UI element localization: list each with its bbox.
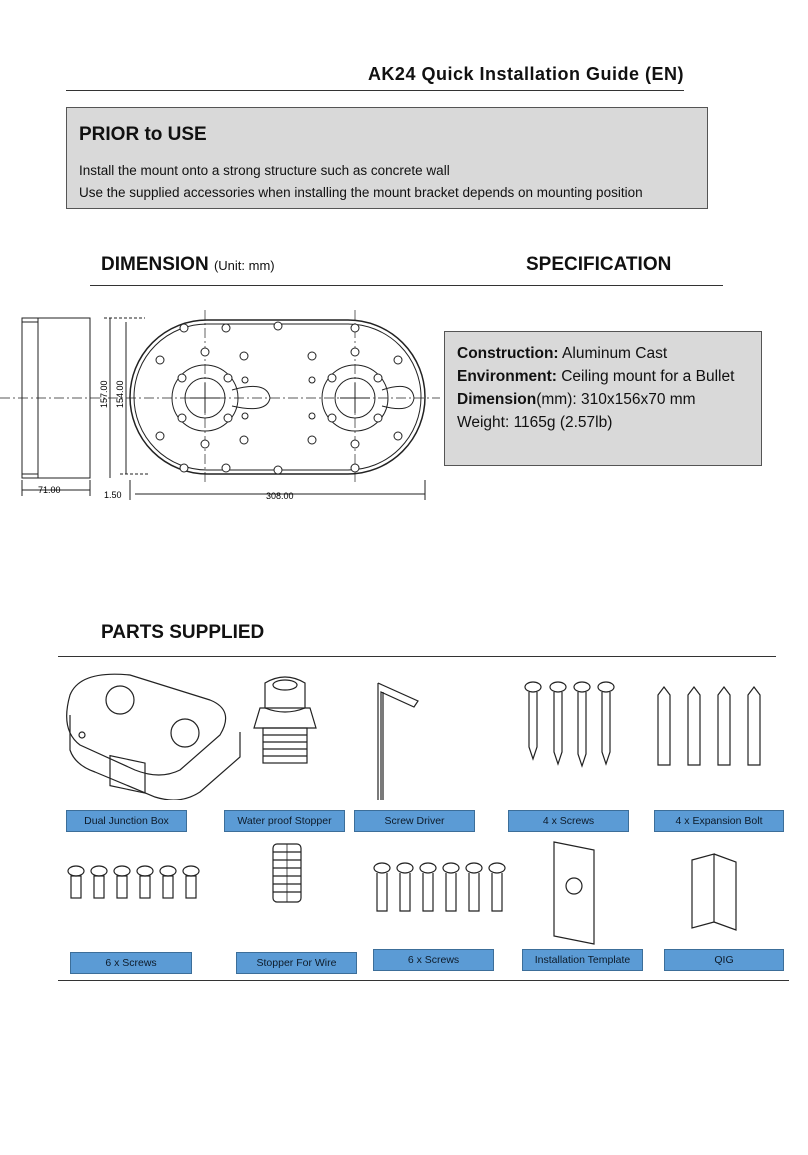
- junction-box-illustration: [67, 674, 240, 800]
- parts-bottom-rule: [58, 980, 789, 981]
- dimension-drawing: [0, 300, 440, 510]
- part-label-dual-junction-box: Dual Junction Box: [66, 810, 187, 832]
- part-label-installation-template: Installation Template: [522, 949, 643, 971]
- screw-driver-illustration: [378, 683, 418, 800]
- qig-booklet-illustration: [692, 854, 736, 930]
- part-label-expansion-bolt: 4 x Expansion Bolt: [654, 810, 784, 832]
- part-label-qig: QIG: [664, 949, 784, 971]
- document-title: AK24 Quick Installation Guide (EN): [367, 64, 684, 84]
- dim-label-71: 71.00: [38, 485, 61, 495]
- parts-heading: PARTS SUPPLIED: [101, 622, 265, 643]
- dim-label-154: 154.00: [115, 380, 125, 408]
- prior-line-1: Install the mount onto a strong structure such as concrete wall: [79, 163, 450, 178]
- spec-environment: Environment: Ceiling mount for a Bullet: [457, 368, 735, 385]
- stopper-for-wire-illustration: [273, 844, 301, 902]
- dim-label-1-50: 1.50: [104, 490, 122, 500]
- prior-heading: PRIOR to USE: [79, 124, 207, 145]
- dimension-unit: (Unit: mm): [213, 258, 275, 273]
- spec-dimension: Dimension(mm): 310x156x70 mm: [457, 391, 696, 408]
- part-label-screw-driver: Screw Driver: [354, 810, 475, 832]
- installation-template-illustration: [554, 842, 594, 944]
- part-label-6-screws-a: 6 x Screws: [70, 952, 192, 974]
- dim-label-157: 157.00: [99, 380, 109, 408]
- spec-construction: Construction: Aluminum Cast: [457, 345, 668, 362]
- screws-6a-illustration: [68, 866, 199, 898]
- dimension-heading: [101, 254, 275, 276]
- dimension-rule: [90, 285, 723, 286]
- specification-box: [444, 331, 762, 466]
- screws-4-illustration: [525, 682, 614, 766]
- top-view-outline: [130, 320, 425, 474]
- parts-illustrations-row1: [60, 665, 780, 800]
- prior-line-2: Use the supplied accessories when installing the mount bracket depends on mounting position: [79, 185, 643, 200]
- specification-heading: SPECIFICATION: [526, 254, 672, 275]
- dimension-heading-text: DIMENSION: [101, 254, 209, 275]
- parts-illustrations-row2: [60, 836, 780, 946]
- part-label-water-proof-stopper: Water proof Stopper: [224, 810, 345, 832]
- part-label-6-screws-b: 6 x Screws: [373, 949, 494, 971]
- spec-weight: Weight: 1165g (2.57lb): [457, 414, 613, 431]
- title-rule: [66, 90, 684, 91]
- dim-label-308: 308.00: [266, 491, 294, 501]
- part-label-4-screws: 4 x Screws: [508, 810, 629, 832]
- waterproof-stopper-illustration: [254, 677, 316, 763]
- part-label-stopper-for-wire: Stopper For Wire: [236, 952, 357, 974]
- parts-rule: [58, 656, 776, 657]
- expansion-bolts-illustration: [658, 687, 760, 765]
- prior-to-use-box: [66, 107, 708, 209]
- screws-6b-illustration: [374, 863, 505, 911]
